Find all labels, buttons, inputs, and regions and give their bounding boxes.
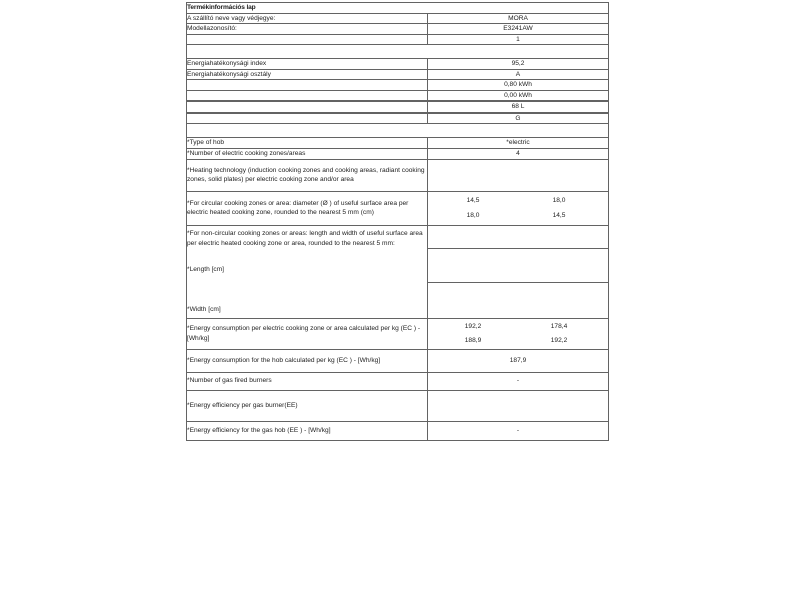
spacer-row-lower [187,124,609,138]
energy-class-value: A [428,69,609,80]
energy-per-zone-grid [428,319,608,349]
supplier-value: MORA [428,13,609,24]
table-row-title [187,3,609,14]
product-information-sheet [186,2,608,441]
size-label [187,113,428,124]
consumption-1-value: 0,80 kWh [428,80,609,91]
spacer-row-upper [187,45,609,59]
zone-count-label: *Number of electric cooking zones/areas [187,149,428,160]
gas-efficiency-value [428,390,609,421]
gas-hob-efficiency-label: *Energy efficiency for the gas hob (EE ) - [Wh/kg] [187,421,428,440]
table-row-spacer-2 [187,124,609,138]
heating-technology-value [428,159,609,191]
width-label: *Width [cm] [187,305,221,313]
circular-value-1: 14,5 [466,197,480,205]
energy-zone-value-2: 178,4 [550,322,568,330]
table-row-circular-zones [187,191,609,225]
table-row-heating-technology [187,159,609,191]
noncircular-value-empty [428,225,609,248]
length-value [428,248,609,282]
table-row-volume [187,102,609,113]
supplier-label: A szállító neve vagy védjegye: [187,13,428,24]
circular-values-grid [428,193,608,223]
cavities-value: 1 [428,34,609,45]
table-row-hob-type [187,138,609,149]
heating-technology-label: *Heating technology (induction cooking zones and cooking areas, radiant cooking zones, solid plates) per electric cooking zone and/or area [187,159,428,191]
energy-zone-value-1: 192,2 [464,322,482,330]
circular-zones-label: *For circular cooking zones or area: diameter (Ø ) of useful surface area per electric heated cooking zone, rounded to the nearest 5 mm (cm) [187,191,428,225]
zone-count-value: 4 [428,149,609,160]
eei-value: 95,2 [428,59,609,70]
size-value: G [428,113,609,124]
table-row-energy-per-zone [187,318,609,349]
consumption-2-value: 0,00 kWh [428,90,609,101]
table-row-gas-efficiency [187,390,609,421]
width-value [428,282,609,318]
table-row-energy-hob [187,349,609,372]
hob-type-label: *Type of hob [187,138,428,149]
cavities-label [187,34,428,45]
noncircular-label: *For non-circular cooking zones or areas: length and width of useful surface area per electric heated cooking zone or area, rounded to the nearest 5 mm: [187,229,423,247]
energy-hob-label: *Energy consumption for the hob calculated per kg (EC ) - [Wh/kg] [187,349,428,372]
circular-zones-values [428,191,609,225]
table-row-model [187,24,609,35]
circular-value-2: 18,0 [552,197,566,205]
table-row-size [187,113,609,124]
table-row-energy-class [187,69,609,80]
table-row-noncircular-header [187,225,609,248]
volume-value: 68 L [428,102,609,113]
energy-class-label: Energiahatékonysági osztály [187,69,428,80]
gas-burners-label: *Number of gas fired burners [187,372,428,390]
model-value: E3241AW [428,24,609,35]
noncircular-block-label [187,225,428,318]
table-row-gas-hob-efficiency [187,421,609,440]
specification-table [186,2,609,441]
table-row-eei [187,59,609,70]
energy-zone-value-4: 192,2 [550,337,568,345]
energy-zone-value-3: 188,9 [464,337,482,345]
table-row-cavities [187,34,609,45]
gas-hob-efficiency-value: - [428,421,609,440]
energy-per-zone-values [428,318,609,349]
consumption-2-label [187,90,428,101]
table-row-spacer-1 [187,45,609,59]
hob-type-value: *electric [428,138,609,149]
table-row-supplier [187,13,609,24]
consumption-1-label [187,80,428,91]
energy-hob-value: 187,9 [428,349,609,372]
table-row-consumption-2 [187,90,609,101]
circular-value-4: 14,5 [552,211,566,219]
eei-label: Energiahatékonysági index [187,59,428,70]
table-row-consumption-1 [187,80,609,91]
model-label: Modellazonosító: [187,24,428,35]
energy-per-zone-label: *Energy consumption per electric cooking zone or area calculated per kg (EC ) - [Wh/kg] [187,318,428,349]
page-title: Termékinformációs lap [187,3,609,14]
table-row-gas-burners [187,372,609,390]
gas-efficiency-label: *Energy efficiency per gas burner(EE) [187,390,428,421]
circular-value-3: 18,0 [466,211,480,219]
gas-burners-value: - [428,372,609,390]
table-row-zone-count [187,149,609,160]
length-label: *Length [cm] [187,266,225,274]
volume-label [187,102,428,113]
